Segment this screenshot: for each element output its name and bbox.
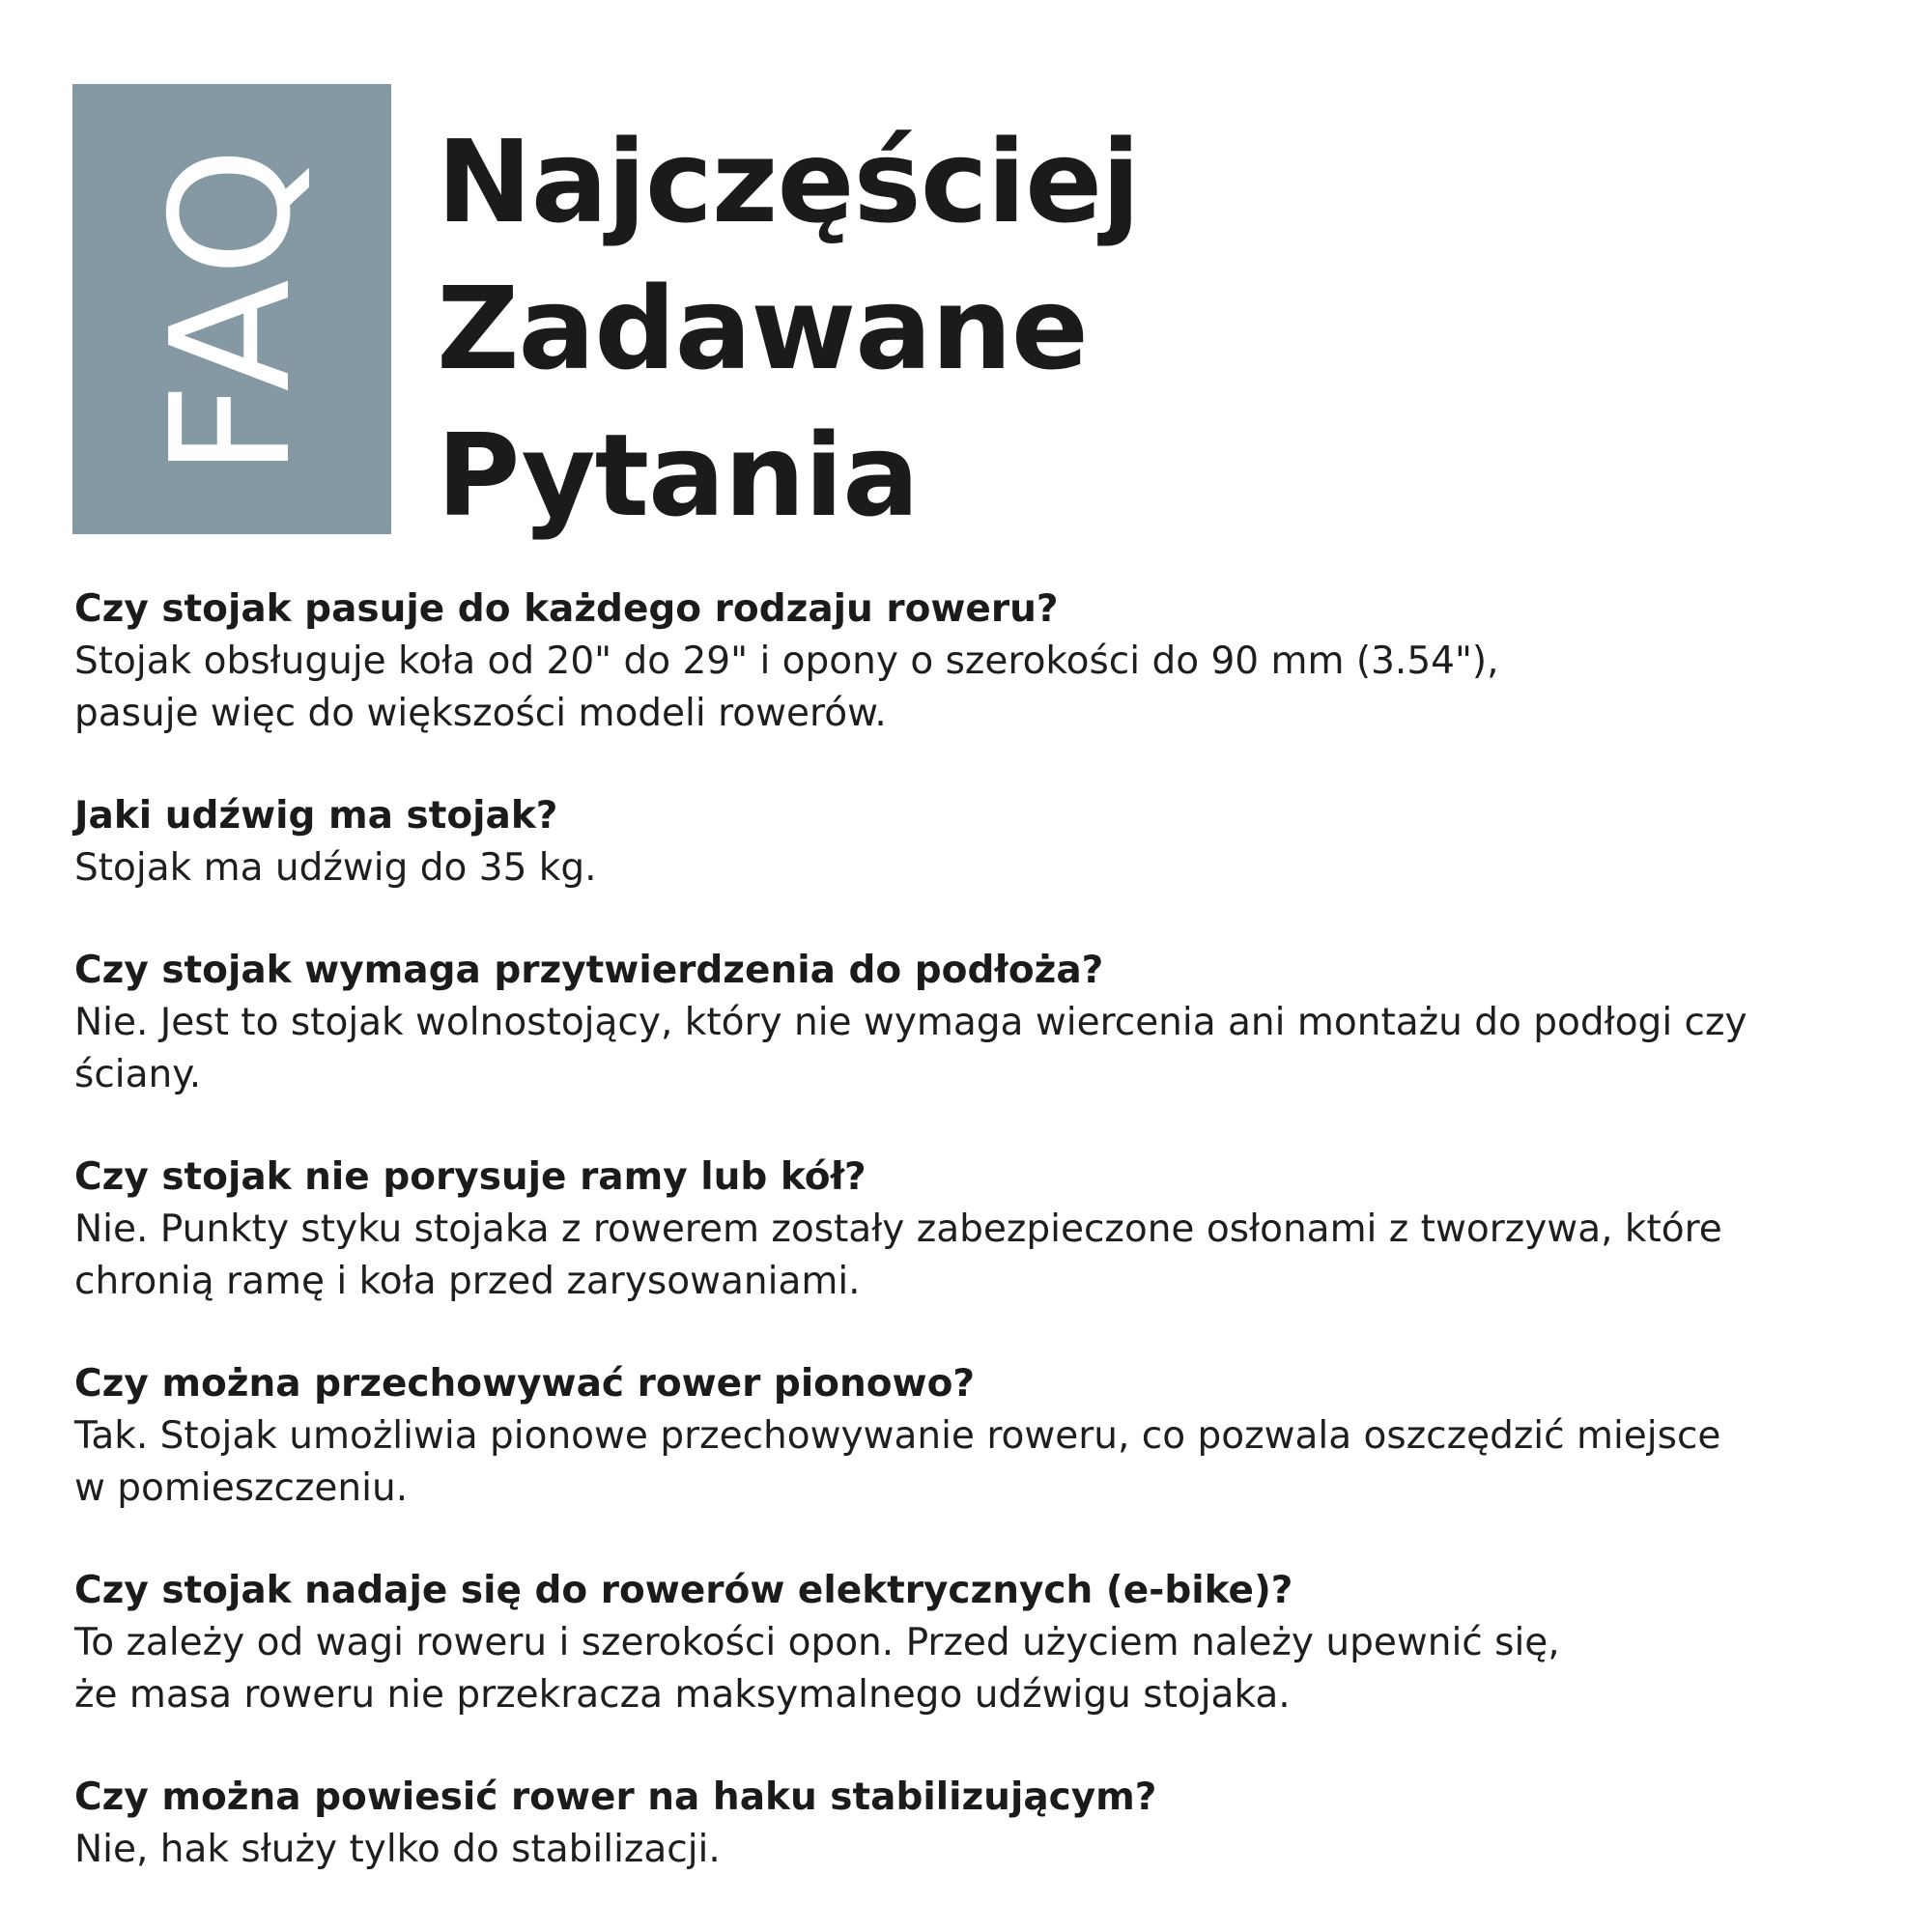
- faq-answer-line: chronią ramę i koła przed zarysowaniami.: [74, 1260, 861, 1303]
- faq-answer-line: To zależy od wagi roweru i szerokości opon. Przed użyciem należy upewnić się,: [74, 1621, 1560, 1664]
- page-title-line-2: Zadawane: [437, 262, 1088, 395]
- faq-answer-line: Stojak ma udźwig do 35 kg.: [74, 846, 597, 890]
- faq-answer: [74, 1204, 1871, 1308]
- faq-item: [74, 1358, 1871, 1515]
- faq-question: Czy stojak pasuje do każdego rodzaju roweru?: [74, 587, 1059, 631]
- faq-item: [74, 583, 1871, 740]
- faq-question: Jaki udźwig ma stojak?: [74, 794, 558, 838]
- faq-answer-line: Nie. Punkty styku stojaka z rowerem zostały zabezpieczone osłonami z tworzywa, które: [74, 1208, 1722, 1251]
- faq-answer: [74, 1617, 1871, 1721]
- faq-question: Czy stojak wymaga przytwierdzenia do podłoża?: [74, 949, 1104, 992]
- faq-question: Czy stojak nie porysuje ramy lub kół?: [74, 1155, 867, 1199]
- faq-item: [74, 1565, 1871, 1721]
- faq-answer-line: ściany.: [74, 1053, 202, 1096]
- faq-answer: [74, 1824, 1871, 1876]
- faq-item: [74, 790, 1871, 895]
- faq-question: Czy można przechowywać rower pionowo?: [74, 1362, 975, 1406]
- faq-badge-label: FAQ: [136, 141, 327, 477]
- faq-badge: [72, 84, 391, 534]
- faq-answer: [74, 842, 1871, 895]
- faq-answer: [74, 997, 1871, 1101]
- faq-answer-line: że masa roweru nie przekracza maksymalnego udźwigu stojaka.: [74, 1673, 1291, 1717]
- page-title: [437, 108, 1499, 549]
- faq-answer-line: pasuje więc do większości modeli rowerów.: [74, 692, 887, 735]
- faq-answer-line: Nie, hak służy tylko do stabilizacji.: [74, 1828, 721, 1871]
- faq-list: [74, 583, 1871, 1926]
- page-title-line-1: Najczęściej: [437, 115, 1140, 248]
- faq-answer-line: Nie. Jest to stojak wolnostojący, który nie wymaga wiercenia ani montażu do podłogi czy: [74, 1001, 1747, 1044]
- faq-item: [74, 1772, 1871, 1876]
- faq-question: Czy stojak nadaje się do rowerów elektrycznych (e-bike)?: [74, 1569, 1293, 1612]
- faq-answer: [74, 636, 1871, 740]
- page-title-line-3: Pytania: [437, 409, 919, 542]
- faq-question: Czy można powiesić rower na haku stabilizującym?: [74, 1776, 1157, 1819]
- faq-item: [74, 1151, 1871, 1308]
- faq-answer: [74, 1410, 1871, 1515]
- faq-answer-line: Stojak obsługuje koła od 20" do 29" i opony o szerokości do 90 mm (3.54"),: [74, 639, 1499, 683]
- faq-answer-line: w pomieszczeniu.: [74, 1466, 409, 1510]
- faq-item: [74, 945, 1871, 1101]
- faq-answer-line: Tak. Stojak umożliwia pionowe przechowywanie roweru, co pozwala oszczędzić miejsce: [74, 1414, 1721, 1458]
